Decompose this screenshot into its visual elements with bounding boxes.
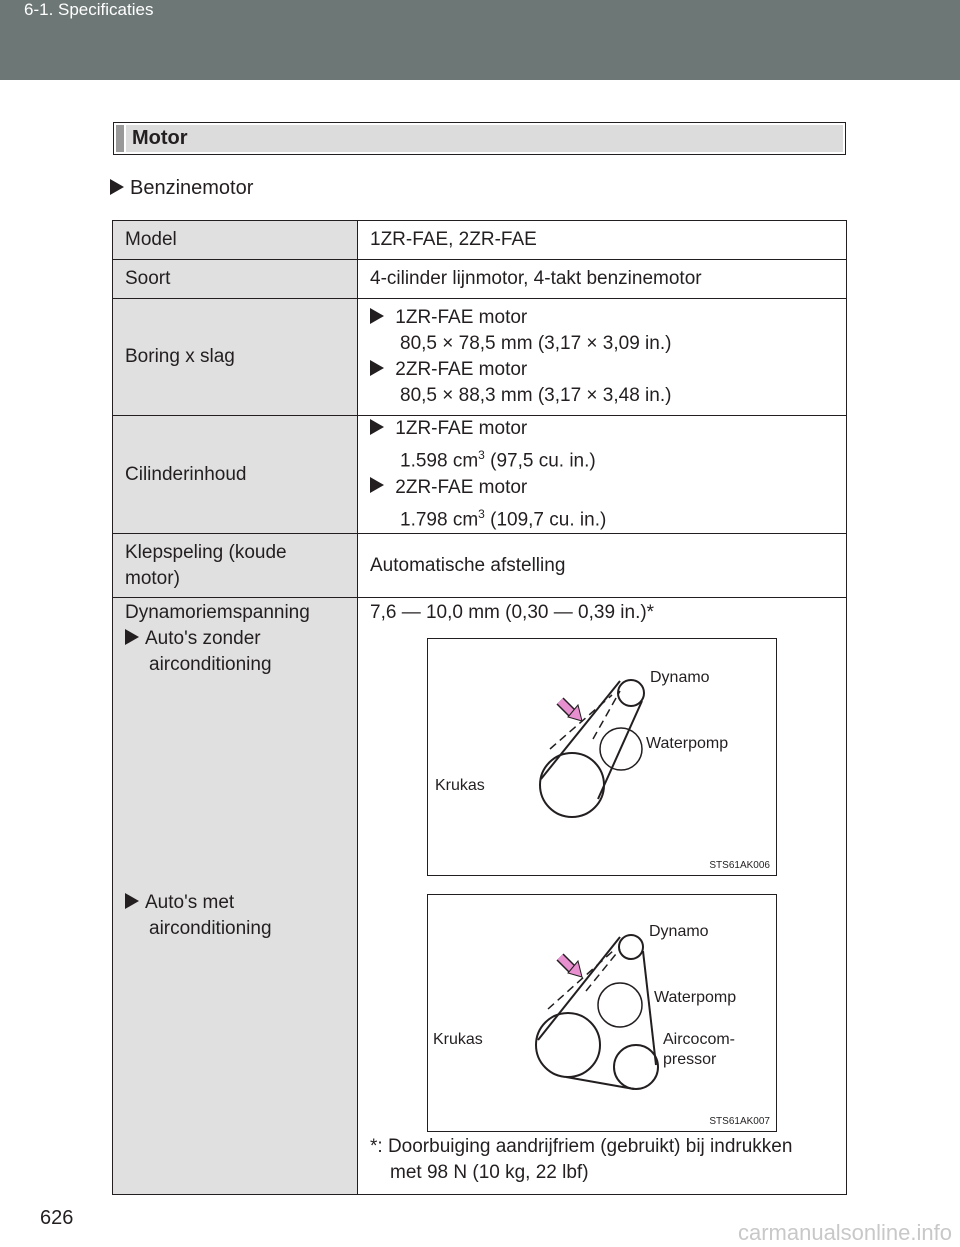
watermark: carmanualsonline.info	[737, 1220, 952, 1245]
belt-diagram-without-ac	[427, 638, 777, 876]
row-value: 4-cilinder lijnmotor, 4-takt benzinemotor	[358, 260, 847, 299]
tension-value: 7,6 — 10,0 mm (0,30 — 0,39 in.)*	[370, 602, 655, 623]
engine-name: 2ZR-FAE motor	[395, 476, 528, 498]
table-row	[113, 260, 847, 299]
superscript: 3	[478, 506, 485, 521]
label-line: Klepspeling (koude	[125, 541, 287, 563]
section-title: Motor	[132, 127, 188, 149]
value-part: (109,7 cu. in.)	[484, 508, 607, 530]
dynamo-label: Dynamo	[649, 923, 709, 940]
belt-line	[538, 937, 620, 1040]
triangle-bullet-icon	[125, 893, 139, 909]
waterpomp-label: Waterpomp	[654, 989, 737, 1006]
list-item	[370, 357, 834, 383]
press-arrow-icon	[560, 957, 582, 977]
aircompressor-label-2: pressor	[663, 1051, 717, 1068]
krukas-label: Krukas	[433, 1031, 483, 1048]
page-header-bar	[0, 0, 960, 80]
sub-label: Auto's zonder	[145, 628, 261, 649]
row-label: Cilinderinhoud	[113, 416, 358, 534]
footnote-line: *: Doorbuiging aandrijfriem (gebruikt) bij indrukken	[370, 1136, 793, 1157]
engine-value	[370, 442, 834, 474]
section-title-box	[113, 122, 846, 155]
row-value: Automatische afstelling	[358, 534, 847, 598]
triangle-bullet-icon	[370, 419, 384, 435]
dynamo-pulley	[619, 935, 643, 959]
list-item	[370, 305, 834, 331]
aircompressor-pulley	[614, 1045, 658, 1089]
superscript: 3	[478, 448, 485, 463]
figure-code: STS61AK006	[709, 860, 770, 871]
table-row	[113, 299, 847, 416]
sub-label: airconditioning	[149, 918, 272, 939]
aircompressor-label-1: Aircocom-	[663, 1031, 736, 1048]
row-label: Model	[113, 221, 358, 260]
triangle-bullet-icon	[110, 179, 124, 195]
subheading	[110, 177, 253, 200]
belt-drawing	[428, 895, 776, 1131]
table-row	[113, 416, 847, 534]
belt-diagram-with-ac	[427, 894, 777, 1132]
row-value	[358, 416, 847, 534]
waterpump-pulley	[598, 983, 642, 1027]
row-label: Soort	[113, 260, 358, 299]
footnote-line: met 98 N (10 kg, 22 lbf)	[390, 1162, 589, 1183]
belt-line	[541, 681, 620, 779]
triangle-bullet-icon	[370, 308, 384, 324]
belt-line	[566, 1077, 634, 1089]
value-part: (97,5 cu. in.)	[484, 450, 596, 472]
belt-line	[598, 701, 642, 799]
engine-value	[370, 501, 834, 533]
sub-label: Auto's met	[145, 892, 235, 913]
belt-drawing	[428, 639, 776, 875]
list-item	[125, 626, 335, 652]
table-row	[113, 534, 847, 598]
list-item	[370, 475, 834, 501]
page-number: 626	[40, 1207, 74, 1229]
press-arrow-icon	[560, 701, 582, 721]
label-line: motor)	[125, 567, 180, 589]
row-label	[113, 534, 358, 598]
engine-name: 2ZR-FAE motor	[395, 359, 528, 380]
footnote	[370, 1134, 792, 1186]
engine-value: 80,5 × 78,5 mm (3,17 × 3,09 in.)	[400, 333, 672, 354]
krukas-label: Krukas	[435, 777, 485, 794]
subheading-text: Benzinemotor	[130, 177, 254, 199]
row-value	[358, 299, 847, 416]
list-item	[370, 416, 834, 442]
crankshaft-pulley	[536, 1013, 600, 1077]
engine-name: 1ZR-FAE motor	[395, 307, 528, 328]
sub-label: airconditioning	[149, 654, 272, 675]
dynamo-label-block	[125, 600, 335, 678]
dynamo-pulley	[618, 680, 644, 706]
table-row	[113, 221, 847, 260]
row-label	[113, 598, 358, 1195]
figure-code: STS61AK007	[709, 1116, 770, 1127]
title-accent	[116, 125, 124, 152]
triangle-bullet-icon	[370, 477, 384, 493]
engine-value: 80,5 × 88,3 mm (3,17 × 3,48 in.)	[400, 385, 672, 406]
waterpomp-label: Waterpomp	[646, 735, 729, 752]
triangle-bullet-icon	[125, 629, 139, 645]
row-value: 1ZR-FAE, 2ZR-FAE	[358, 221, 847, 260]
row-label: Boring x slag	[113, 299, 358, 416]
dynamo-label: Dynamo	[650, 669, 710, 686]
value-part: 1.798 cm	[400, 508, 479, 530]
engine-name: 1ZR-FAE motor	[395, 418, 528, 440]
dynamo-label-block	[125, 890, 335, 942]
title-background	[126, 125, 843, 152]
section-label: 6-1. Specificaties	[24, 0, 154, 19]
triangle-bullet-icon	[370, 360, 384, 376]
value-part: 1.598 cm	[400, 450, 479, 472]
label-line: Dynamoriemspanning	[125, 602, 310, 623]
crankshaft-pulley	[540, 753, 604, 817]
list-item	[125, 890, 335, 916]
